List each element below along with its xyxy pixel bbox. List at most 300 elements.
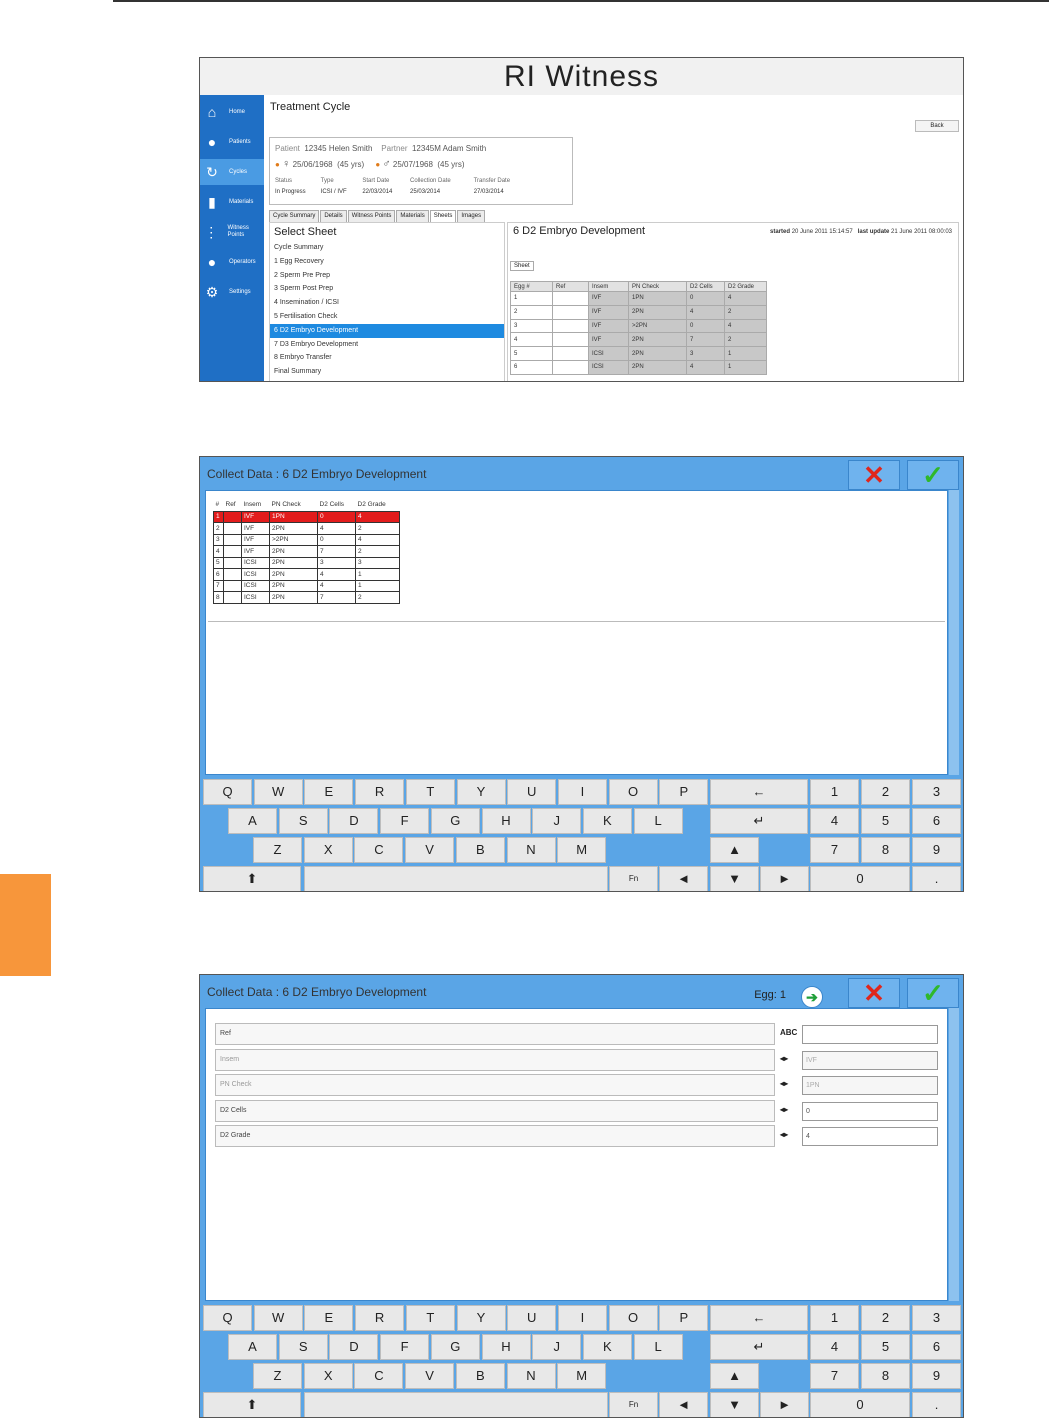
grid-header-row bbox=[214, 499, 400, 511]
grid-row[interactable] bbox=[511, 305, 767, 319]
field-row-ref bbox=[215, 1023, 935, 1045]
table-cell[interactable] bbox=[224, 546, 242, 558]
key-2[interactable]: 2 bbox=[861, 1305, 910, 1331]
cycle-tabs bbox=[269, 210, 486, 222]
sheet-list-item[interactable]: Cycle Summary bbox=[274, 244, 324, 251]
sidebar-item-label: Home bbox=[229, 108, 246, 115]
grid-cell bbox=[553, 305, 589, 319]
grid-cell: ICSI bbox=[589, 360, 629, 374]
close-icon: ✕ bbox=[863, 977, 885, 1008]
treatment-cycle-screenshot bbox=[199, 57, 964, 382]
field-label: PN Check bbox=[215, 1074, 775, 1096]
sheet-list-item[interactable]: 6 D2 Embryo Development bbox=[270, 324, 504, 338]
grid-header-cell: Ref bbox=[225, 501, 236, 509]
key-v[interactable]: V bbox=[405, 1363, 454, 1389]
key-5[interactable]: 5 bbox=[861, 1334, 910, 1360]
sheet-list-item[interactable]: Final Summary bbox=[274, 368, 322, 376]
key-d[interactable]: D bbox=[329, 808, 378, 834]
sidebar-item-label: Operators bbox=[229, 258, 256, 265]
key-o[interactable]: O bbox=[609, 779, 658, 805]
key-e[interactable]: E bbox=[304, 1305, 353, 1331]
materials-icon: ▮ bbox=[208, 193, 216, 210]
table-cell[interactable]: 7 bbox=[318, 546, 356, 558]
transfer-date-label: Transfer Date bbox=[473, 178, 511, 184]
field-row-d2-cells bbox=[215, 1100, 935, 1122]
key-z[interactable]: Z bbox=[253, 1363, 302, 1389]
grid-cell[interactable]: 1 bbox=[725, 360, 767, 374]
grid-cell: IVF bbox=[589, 292, 629, 306]
table-cell[interactable]: 0 bbox=[318, 511, 356, 523]
table-row[interactable] bbox=[214, 580, 400, 592]
grid-header-row bbox=[511, 282, 767, 292]
sheet-list-item[interactable]: 4 Insemination / ICSI bbox=[274, 299, 339, 307]
grid-cell: 4 bbox=[511, 333, 553, 347]
patient-age: (45 yrs) bbox=[337, 160, 365, 169]
table-cell[interactable]: 3 bbox=[356, 557, 400, 569]
arrow-left-key[interactable]: ◄ bbox=[659, 1392, 708, 1418]
grid-divider bbox=[208, 621, 945, 622]
table-cell[interactable]: 2 bbox=[214, 523, 224, 535]
tab-materials[interactable]: Materials bbox=[396, 210, 428, 222]
key-l[interactable]: L bbox=[634, 1334, 683, 1360]
key-j[interactable]: J bbox=[532, 808, 581, 834]
grid-header-cell: D2 Grade bbox=[357, 501, 386, 509]
field-row-pn-check bbox=[215, 1074, 935, 1096]
key-o[interactable]: O bbox=[609, 1305, 658, 1331]
collect-data-form-screenshot bbox=[199, 974, 964, 1418]
grid-cell[interactable]: 0 bbox=[687, 319, 725, 333]
key-d[interactable]: D bbox=[329, 1334, 378, 1360]
table-row[interactable] bbox=[214, 569, 400, 581]
key-dot[interactable]: . bbox=[912, 866, 961, 892]
collection-date-label: Collection Date bbox=[410, 178, 451, 184]
table-cell[interactable] bbox=[224, 557, 242, 569]
key-r[interactable]: R bbox=[355, 1305, 404, 1331]
sidebar-item-witness-points[interactable] bbox=[200, 219, 264, 245]
table-cell[interactable]: 4 bbox=[318, 580, 356, 592]
collect-data-area bbox=[205, 1008, 948, 1301]
table-cell[interactable]: 7 bbox=[318, 592, 356, 604]
table-cell[interactable]: 0 bbox=[318, 534, 356, 546]
table-cell[interactable]: 1PN bbox=[270, 511, 318, 523]
home-icon: ⌂ bbox=[207, 104, 217, 120]
table-cell[interactable]: 4 bbox=[318, 569, 356, 581]
sidebar-item-operators[interactable] bbox=[200, 249, 264, 275]
key-a[interactable]: A bbox=[228, 1334, 277, 1360]
close-icon: ✕ bbox=[863, 459, 885, 490]
egg-grid bbox=[213, 499, 400, 604]
grid-cell: 5 bbox=[511, 347, 553, 361]
key-7[interactable]: 7 bbox=[810, 1363, 859, 1389]
key-2[interactable]: 2 bbox=[861, 779, 910, 805]
table-row[interactable] bbox=[214, 557, 400, 569]
tab-images[interactable]: Images bbox=[457, 210, 485, 222]
table-cell[interactable]: 4 bbox=[356, 511, 400, 523]
grid-cell bbox=[553, 292, 589, 306]
sidebar-item-materials[interactable] bbox=[200, 189, 264, 215]
cycle-value-toggle[interactable]: ◂▸ bbox=[780, 1104, 789, 1114]
table-cell[interactable]: 2PN bbox=[270, 557, 318, 569]
field-label: Ref bbox=[215, 1023, 775, 1045]
key-m[interactable]: M bbox=[557, 837, 606, 863]
grid-header-cell: D2 Cells bbox=[687, 282, 725, 292]
grid-header-cell: Egg # bbox=[511, 282, 553, 292]
grid-row[interactable] bbox=[511, 360, 767, 374]
sheet-list-item[interactable]: 2 Sperm Pre Prep bbox=[274, 271, 331, 279]
select-sheet-title: Select Sheet bbox=[274, 226, 337, 238]
sidebar-item-patients[interactable] bbox=[200, 129, 264, 155]
key-u[interactable]: U bbox=[507, 1305, 556, 1331]
arrow-up-key[interactable]: ▲ bbox=[710, 837, 759, 863]
key-9[interactable]: 9 bbox=[912, 1363, 961, 1389]
table-cell[interactable]: 1 bbox=[214, 511, 224, 523]
grid-header-cell: Ref bbox=[553, 282, 589, 292]
key-i[interactable]: I bbox=[558, 1305, 607, 1331]
key-m[interactable]: M bbox=[557, 1363, 606, 1389]
enter-key[interactable]: ↵ bbox=[710, 808, 808, 834]
key-6[interactable]: 6 bbox=[912, 808, 961, 834]
key-x[interactable]: X bbox=[304, 1363, 353, 1389]
arrow-right-icon: ➔ bbox=[806, 988, 818, 1005]
key-s[interactable]: S bbox=[279, 808, 328, 834]
sheet-list-item[interactable]: 8 Embryo Transfer bbox=[274, 354, 332, 362]
table-cell[interactable]: 2PN bbox=[270, 523, 318, 535]
grid-cell bbox=[553, 360, 589, 374]
sidebar bbox=[200, 95, 264, 382]
keyboard-mode-toggle[interactable]: ABC bbox=[780, 1028, 798, 1037]
key-c[interactable]: C bbox=[354, 837, 403, 863]
key-v[interactable]: V bbox=[405, 837, 454, 863]
vertical-scrollbar[interactable] bbox=[949, 1008, 959, 1301]
key-4[interactable]: 4 bbox=[810, 1334, 859, 1360]
table-cell[interactable]: 7 bbox=[214, 580, 224, 592]
key-4[interactable]: 4 bbox=[810, 808, 859, 834]
table-cell[interactable] bbox=[224, 592, 242, 604]
sheet-list-item[interactable]: 5 Fertilisation Check bbox=[274, 312, 338, 320]
grid-row[interactable] bbox=[511, 292, 767, 306]
key-1[interactable]: 1 bbox=[810, 1305, 859, 1331]
key-b[interactable]: B bbox=[456, 837, 505, 863]
table-cell[interactable]: 2PN bbox=[270, 592, 318, 604]
key-t[interactable]: T bbox=[406, 779, 455, 805]
grid-header-cell: PN Check bbox=[271, 501, 301, 509]
cancel-button[interactable] bbox=[848, 978, 900, 1008]
patient-avatar-icon: ● bbox=[275, 160, 280, 169]
key-z[interactable]: Z bbox=[253, 837, 302, 863]
cycle-value-toggle[interactable]: ◂▸ bbox=[780, 1053, 789, 1063]
table-cell[interactable]: 4 bbox=[356, 534, 400, 546]
sheet-list-item[interactable]: 7 D3 Embryo Development bbox=[274, 340, 359, 348]
female-icon: ♀ bbox=[282, 158, 291, 170]
fn-key[interactable]: Fn bbox=[609, 1392, 658, 1418]
key-n[interactable]: N bbox=[507, 1363, 556, 1389]
type-value: ICSI / IVF bbox=[320, 189, 347, 195]
sheet-list-item[interactable]: 1 Egg Recovery bbox=[274, 257, 324, 265]
backspace-key[interactable]: ← bbox=[710, 779, 808, 805]
space-key[interactable] bbox=[304, 1392, 608, 1418]
grid-cell: IVF bbox=[589, 319, 629, 333]
table-cell[interactable]: 2 bbox=[356, 546, 400, 558]
sheet-detail-title: 6 D2 Embryo Development bbox=[513, 225, 646, 237]
started-label: started bbox=[770, 229, 791, 235]
confirm-button[interactable] bbox=[907, 978, 959, 1008]
sidebar-item-home[interactable] bbox=[200, 99, 264, 125]
field-input-d2-cells[interactable]: 0 bbox=[802, 1102, 938, 1121]
check-icon: ✓ bbox=[922, 977, 944, 1008]
grid-cell[interactable]: 2 bbox=[725, 305, 767, 319]
key-1[interactable]: 1 bbox=[810, 779, 859, 805]
grid-row[interactable] bbox=[511, 319, 767, 333]
table-cell[interactable]: 4 bbox=[214, 546, 224, 558]
collect-data-title: Collect Data : 6 D2 Embryo Development bbox=[207, 985, 427, 999]
grid-cell: 2PN bbox=[629, 333, 687, 347]
key-9[interactable]: 9 bbox=[912, 837, 961, 863]
chapter-side-tab bbox=[0, 874, 51, 976]
key-c[interactable]: C bbox=[354, 1363, 403, 1389]
arrow-right-key[interactable]: ► bbox=[760, 866, 809, 892]
key-j[interactable]: J bbox=[532, 1334, 581, 1360]
cycle-value-toggle[interactable]: ◂▸ bbox=[780, 1079, 789, 1088]
sidebar-item-label: Cycles bbox=[229, 168, 248, 175]
partner-dob: 25/07/1968 bbox=[392, 160, 433, 169]
arrow-down-key[interactable]: ▼ bbox=[710, 1392, 759, 1418]
table-cell[interactable]: 2 bbox=[356, 523, 400, 535]
key-s[interactable]: S bbox=[279, 1334, 328, 1360]
arrow-down-key[interactable]: ▼ bbox=[710, 866, 759, 892]
grid-header-cell: D2 Cells bbox=[319, 501, 345, 509]
key-q[interactable]: Q bbox=[203, 779, 252, 805]
key-y[interactable]: Y bbox=[457, 779, 506, 805]
table-cell[interactable]: ICSI bbox=[242, 557, 270, 569]
grid-header-cell: PN Check bbox=[629, 282, 687, 292]
grid-cell[interactable]: 3 bbox=[687, 347, 725, 361]
key-3[interactable]: 3 bbox=[912, 1305, 961, 1331]
table-cell[interactable]: 2PN bbox=[270, 580, 318, 592]
key-w[interactable]: W bbox=[254, 779, 303, 805]
settings-icon: ⚙ bbox=[205, 283, 219, 300]
next-egg-button[interactable] bbox=[801, 986, 823, 1008]
sheet-list-item[interactable]: 3 Sperm Post Prep bbox=[274, 285, 334, 293]
grid-row[interactable] bbox=[511, 347, 767, 361]
table-cell[interactable]: 4 bbox=[318, 523, 356, 535]
table-cell[interactable]: ICSI bbox=[242, 592, 270, 604]
table-cell[interactable]: 6 bbox=[214, 569, 224, 581]
table-cell[interactable] bbox=[224, 569, 242, 581]
grid-header-cell: Insem bbox=[243, 501, 262, 509]
table-cell[interactable]: 1 bbox=[356, 569, 400, 581]
table-cell[interactable]: ICSI bbox=[242, 569, 270, 581]
field-label: D2 Grade bbox=[215, 1125, 775, 1147]
table-cell[interactable]: 2PN bbox=[270, 569, 318, 581]
table-cell[interactable]: ICSI bbox=[242, 580, 270, 592]
fn-key[interactable]: Fn bbox=[609, 866, 658, 892]
grid-cell: IVF bbox=[589, 305, 629, 319]
cancel-button[interactable] bbox=[848, 460, 900, 490]
grid-cell bbox=[553, 319, 589, 333]
key-3[interactable]: 3 bbox=[912, 779, 961, 805]
table-cell[interactable]: 3 bbox=[318, 557, 356, 569]
grid-header-cell: D2 Grade bbox=[725, 282, 767, 292]
back-button[interactable]: Back bbox=[915, 120, 959, 132]
sidebar-item-label: Patients bbox=[229, 138, 251, 145]
grid-header-cell: Insem bbox=[589, 282, 629, 292]
table-cell[interactable]: IVF bbox=[242, 523, 270, 535]
enter-key[interactable]: ↵ bbox=[710, 1334, 808, 1360]
key-i[interactable]: I bbox=[558, 779, 607, 805]
key-x[interactable]: X bbox=[304, 837, 353, 863]
vertical-scrollbar[interactable] bbox=[949, 490, 959, 775]
sidebar-item-cycles[interactable] bbox=[200, 159, 264, 185]
field-input-insem[interactable]: IVF bbox=[802, 1051, 938, 1070]
patient-info-box bbox=[269, 137, 573, 205]
key-p[interactable]: P bbox=[659, 1305, 708, 1331]
key-f[interactable]: F bbox=[380, 808, 429, 834]
confirm-button[interactable] bbox=[907, 460, 959, 490]
patient-value: 12345 Helen Smith bbox=[304, 144, 373, 153]
last-update-label: last update bbox=[857, 229, 890, 235]
grid-cell: ICSI bbox=[589, 347, 629, 361]
key-w[interactable]: W bbox=[254, 1305, 303, 1331]
tab-sheets[interactable]: Sheets bbox=[430, 210, 457, 222]
partner-avatar-icon: ● bbox=[375, 160, 381, 169]
key-f[interactable]: F bbox=[380, 1334, 429, 1360]
table-row[interactable] bbox=[214, 523, 400, 535]
tab-details[interactable]: Details bbox=[320, 210, 346, 222]
grid-cell: 1 bbox=[511, 292, 553, 306]
sheet-subtab[interactable]: Sheet bbox=[510, 261, 534, 271]
grid-cell[interactable]: 7 bbox=[687, 333, 725, 347]
field-label: D2 Cells bbox=[215, 1100, 775, 1122]
field-row-d2-grade bbox=[215, 1125, 935, 1147]
grid-header-cell: # bbox=[215, 501, 220, 509]
table-cell[interactable]: 3 bbox=[214, 534, 224, 546]
key-t[interactable]: T bbox=[406, 1305, 455, 1331]
table-cell[interactable] bbox=[224, 523, 242, 535]
grid-cell: 1PN bbox=[629, 292, 687, 306]
table-cell[interactable]: 5 bbox=[214, 557, 224, 569]
key-6[interactable]: 6 bbox=[912, 1334, 961, 1360]
table-cell[interactable]: IVF bbox=[242, 534, 270, 546]
table-cell[interactable] bbox=[224, 580, 242, 592]
patient-label: Patient bbox=[275, 144, 300, 153]
key-u[interactable]: U bbox=[507, 779, 556, 805]
key-q[interactable]: Q bbox=[203, 1305, 252, 1331]
key-7[interactable]: 7 bbox=[810, 837, 859, 863]
started-value: 20 June 2011 15:14:57 bbox=[791, 229, 853, 235]
key-e[interactable]: E bbox=[304, 779, 353, 805]
arrow-left-key[interactable]: ◄ bbox=[659, 866, 708, 892]
shift-key[interactable]: ⬆ bbox=[203, 1392, 301, 1418]
arrow-up-key[interactable]: ▲ bbox=[710, 1363, 759, 1389]
key-y[interactable]: Y bbox=[457, 1305, 506, 1331]
space-key[interactable] bbox=[304, 866, 608, 892]
tab-cycle-summary[interactable]: Cycle Summary bbox=[269, 210, 319, 222]
grid-cell: >2PN bbox=[629, 319, 687, 333]
status-label: Status bbox=[275, 178, 293, 184]
partner-age: (45 yrs) bbox=[437, 160, 465, 169]
key-g[interactable]: G bbox=[431, 1334, 480, 1360]
backspace-key[interactable]: ← bbox=[710, 1305, 808, 1331]
key-r[interactable]: R bbox=[355, 779, 404, 805]
grid-row[interactable] bbox=[511, 333, 767, 347]
key-5[interactable]: 5 bbox=[861, 808, 910, 834]
partner-value: 12345M Adam Smith bbox=[411, 144, 487, 153]
key-b[interactable]: B bbox=[456, 1363, 505, 1389]
sheet-detail-panel bbox=[507, 222, 959, 382]
key-8[interactable]: 8 bbox=[861, 1363, 910, 1389]
key-8[interactable]: 8 bbox=[861, 837, 910, 863]
shift-key[interactable]: ⬆ bbox=[203, 866, 301, 892]
male-icon: ♂ bbox=[382, 158, 391, 170]
key-0[interactable]: 0 bbox=[810, 866, 910, 892]
key-n[interactable]: N bbox=[507, 837, 556, 863]
sidebar-item-label: Materials bbox=[229, 198, 254, 205]
collect-data-table-screenshot bbox=[199, 456, 964, 892]
embryo-grid bbox=[510, 281, 767, 375]
sidebar-item-label: Witness Points bbox=[227, 225, 249, 238]
grid-cell[interactable]: 0 bbox=[687, 292, 725, 306]
table-cell[interactable]: >2PN bbox=[270, 534, 318, 546]
key-k[interactable]: K bbox=[583, 1334, 632, 1360]
table-cell[interactable]: IVF bbox=[242, 546, 270, 558]
table-cell[interactable] bbox=[224, 511, 242, 523]
key-p[interactable]: P bbox=[659, 779, 708, 805]
table-cell[interactable]: 1 bbox=[356, 580, 400, 592]
table-row[interactable] bbox=[214, 511, 400, 523]
table-cell[interactable] bbox=[224, 534, 242, 546]
tab-witness-points[interactable]: Witness Points bbox=[348, 210, 396, 222]
main-content bbox=[264, 95, 963, 381]
key-0[interactable]: 0 bbox=[810, 1392, 910, 1418]
key-a[interactable]: A bbox=[228, 808, 277, 834]
grid-cell[interactable]: 4 bbox=[725, 292, 767, 306]
sheet-detail-meta bbox=[770, 229, 952, 235]
witness-points-icon: ⋮ bbox=[204, 223, 219, 240]
key-h[interactable]: H bbox=[482, 1334, 531, 1360]
field-input-pn-check[interactable]: 1PN bbox=[802, 1076, 938, 1095]
table-cell[interactable]: 8 bbox=[214, 592, 224, 604]
page-title: Treatment Cycle bbox=[270, 101, 351, 113]
cycles-icon: ↻ bbox=[206, 163, 218, 180]
key-dot[interactable]: . bbox=[912, 1392, 961, 1418]
table-cell[interactable]: 2 bbox=[356, 592, 400, 604]
table-row[interactable] bbox=[214, 592, 400, 604]
grid-cell[interactable]: 2 bbox=[725, 333, 767, 347]
arrow-right-key[interactable]: ► bbox=[760, 1392, 809, 1418]
field-input-d2-grade[interactable]: 4 bbox=[802, 1127, 938, 1146]
table-cell[interactable]: 2PN bbox=[270, 546, 318, 558]
table-row[interactable] bbox=[214, 546, 400, 558]
grid-cell[interactable]: 4 bbox=[725, 319, 767, 333]
key-k[interactable]: K bbox=[583, 808, 632, 834]
operators-icon: ● bbox=[207, 254, 217, 270]
key-l[interactable]: L bbox=[634, 808, 683, 834]
on-screen-keyboard bbox=[200, 1303, 964, 1418]
grid-cell[interactable]: 4 bbox=[687, 305, 725, 319]
field-input-ref[interactable] bbox=[802, 1025, 938, 1044]
cycle-value-toggle[interactable]: ◂▸ bbox=[780, 1130, 789, 1139]
collection-date-value: 25/03/2014 bbox=[410, 189, 441, 195]
grid-cell[interactable]: 1 bbox=[725, 347, 767, 361]
key-h[interactable]: H bbox=[482, 808, 531, 834]
sidebar-item-settings[interactable] bbox=[200, 279, 264, 305]
collect-data-area bbox=[205, 490, 948, 775]
table-row[interactable] bbox=[214, 534, 400, 546]
key-g[interactable]: G bbox=[431, 808, 480, 834]
table-cell[interactable]: IVF bbox=[242, 511, 270, 523]
grid-cell[interactable]: 4 bbox=[687, 360, 725, 374]
page-top-rule bbox=[113, 0, 1049, 2]
